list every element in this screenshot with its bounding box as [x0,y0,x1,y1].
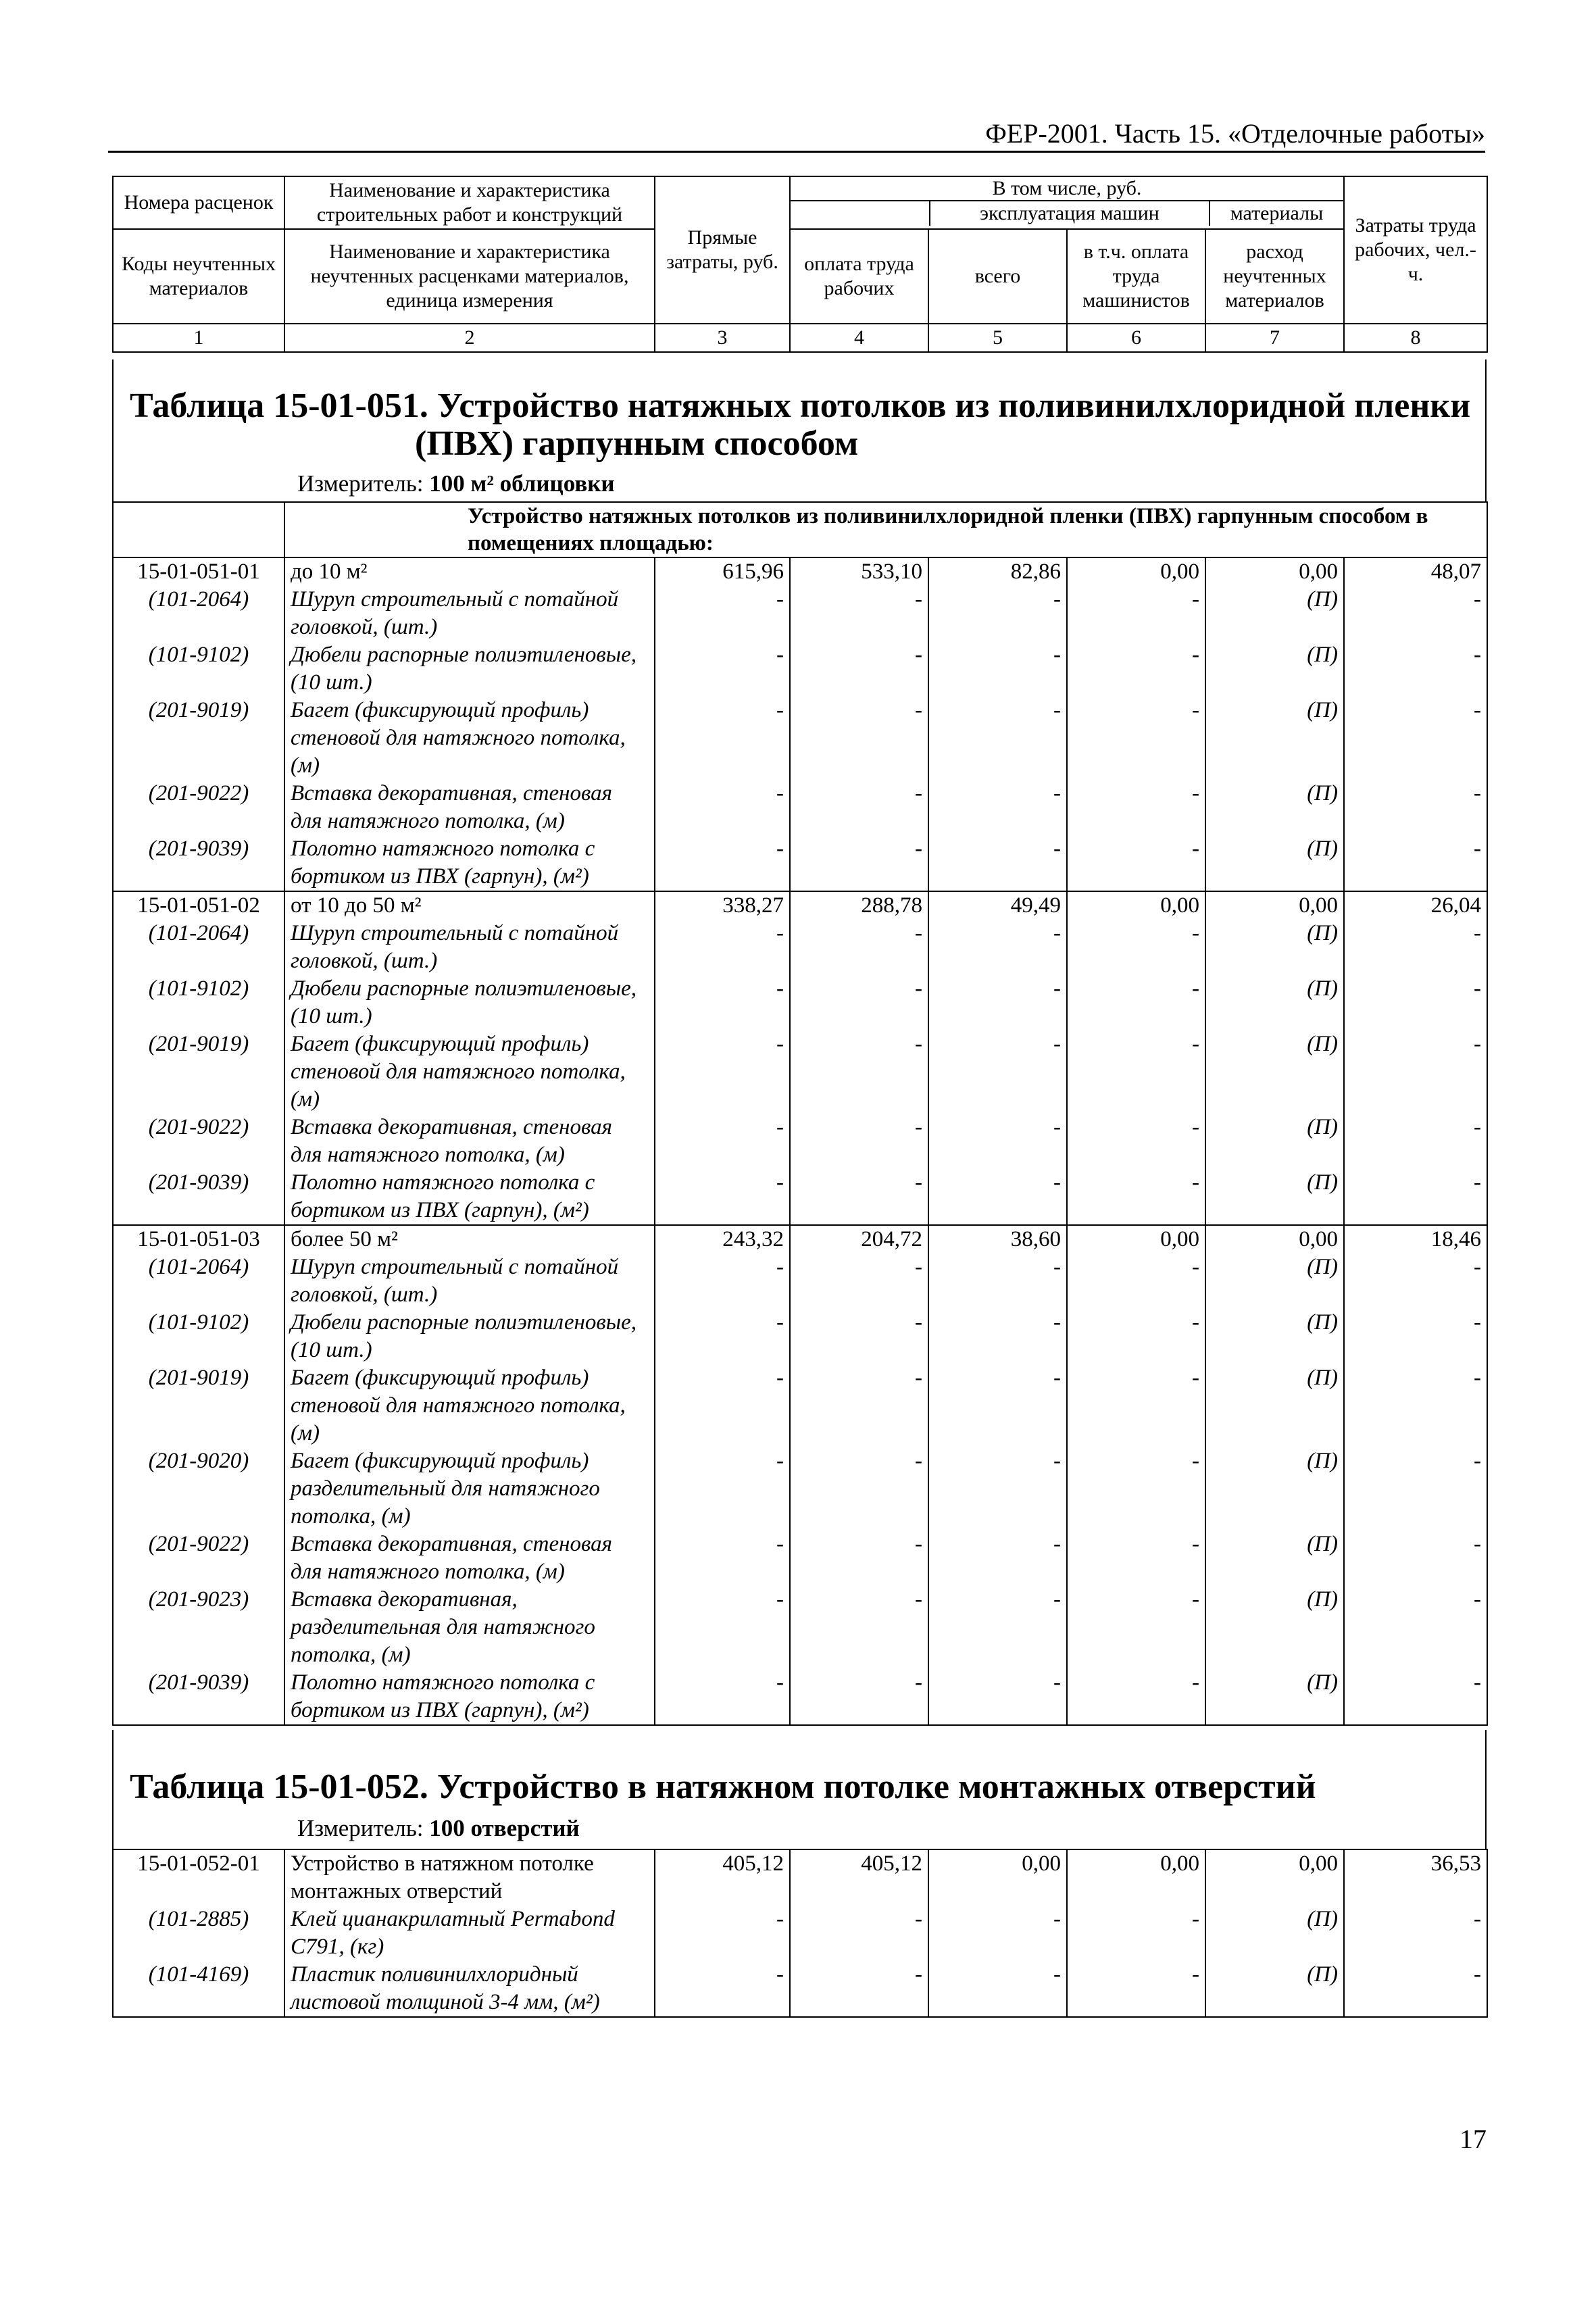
material-dash: - [790,975,928,1030]
hdr-num-2: 2 [284,324,655,352]
rate-value: 38,60 [928,1225,1067,1253]
material-dash: - [928,1364,1067,1447]
material-dash: - [1344,1030,1487,1114]
material-name: Вставка декоративная, разделительная для натяжного потолка, (м) [284,1586,655,1669]
material-row [113,975,1487,1030]
material-dash: - [655,1364,790,1447]
table1-title-line2: (ПВХ) гарпунным способом [415,424,859,463]
material-dash: - [1067,1114,1205,1169]
material-code: (101-9102) [113,975,284,1030]
material-dash: - [928,1530,1067,1586]
material-dash: - [1344,1364,1487,1447]
meter-value: 100 м² облицовки [429,470,615,497]
material-code: (101-4169) [113,1961,284,2017]
hdr-col2-top: Наименование и характеристика строительных работ и конструкций [284,176,655,229]
rate-value: 36,53 [1344,1849,1487,1906]
material-dash: - [1344,586,1487,641]
material-name: Шуруп строительный с потайной головкой, (шт.) [284,920,655,975]
material-dash: - [1067,1447,1205,1530]
material-dash: - [1067,1586,1205,1669]
material-dash: - [928,1447,1067,1530]
material-dash: - [1067,697,1205,780]
material-p-mark: (П) [1205,1906,1344,1961]
material-dash: - [1344,1114,1487,1169]
material-row [113,780,1487,835]
material-dash: - [1067,1309,1205,1364]
rate-code: 15-01-052-01 [113,1849,284,1906]
rate-row [113,891,1487,920]
material-p-mark: (П) [1205,1961,1344,2017]
material-name: Полотно натяжного потолка с бортиком из ПВХ (гарпун), (м²) [284,835,655,891]
rate-value: 0,00 [1067,1849,1205,1906]
material-dash: - [1067,1253,1205,1309]
material-dash: - [655,1253,790,1309]
material-dash: - [790,1364,928,1447]
material-dash: - [1344,1586,1487,1669]
rate-value: 0,00 [1205,557,1344,586]
material-dash: - [928,1669,1067,1725]
material-p-mark: (П) [1205,586,1344,641]
material-p-mark: (П) [1205,1669,1344,1725]
rate-code: 15-01-051-02 [113,891,284,920]
material-dash: - [655,1447,790,1530]
material-code: (201-9022) [113,780,284,835]
material-p-mark: (П) [1205,835,1344,891]
rate-name: до 10 м² [284,557,655,586]
table1-meter [297,470,615,497]
material-name: Дюбели распорные полиэтиленовые, (10 шт.) [284,641,655,697]
material-row [113,920,1487,975]
material-row [113,1253,1487,1309]
material-name: Багет (фиксирующий профиль) стеновой для натяжного потолка, (м) [284,1364,655,1447]
material-dash: - [655,641,790,697]
material-dash: - [655,1586,790,1669]
material-name: Багет (фиксирующий профиль) стеновой для натяжного потолка, (м) [284,697,655,780]
material-code: (101-2885) [113,1906,284,1961]
material-dash: - [790,641,928,697]
material-name: Пластик поливинилхлоридный листовой толщиной 3-4 мм, (м²) [284,1961,655,2017]
rate-value: 0,00 [1067,891,1205,920]
material-dash: - [655,975,790,1030]
material-name: Багет (фиксирующий профиль) разделительный для натяжного потолка, (м) [284,1447,655,1530]
rate-value: 288,78 [790,891,928,920]
material-name: Вставка декоративная, стеновая для натяжного потолка, (м) [284,1114,655,1169]
material-dash: - [928,641,1067,697]
column-header-table [112,176,1488,353]
material-p-mark: (П) [1205,1309,1344,1364]
rate-value: 338,27 [655,891,790,920]
hdr-num-6: 6 [1067,324,1205,352]
material-dash: - [1344,1253,1487,1309]
rate-value: 0,00 [1205,1849,1344,1906]
hdr-col1-bottom: Коды неучтенных материалов [113,229,284,324]
material-dash: - [928,1253,1067,1309]
rate-value: 243,32 [655,1225,790,1253]
material-dash: - [655,920,790,975]
material-name: Полотно натяжного потолка с бортиком из ПВХ (гарпун), (м²) [284,1669,655,1725]
material-p-mark: (П) [1205,1447,1344,1530]
material-p-mark: (П) [1205,1030,1344,1114]
material-row [113,1309,1487,1364]
material-dash: - [790,697,928,780]
material-dash: - [1067,1530,1205,1586]
meter-label: Измеритель: [297,1815,424,1841]
material-dash: - [655,586,790,641]
material-dash: - [1344,1961,1487,2017]
material-dash: - [928,1586,1067,1669]
material-p-mark: (П) [1205,1253,1344,1309]
running-header: ФЕР-2001. Часть 15. «Отделочные работы» [985,118,1485,149]
material-code: (101-9102) [113,641,284,697]
hdr-machines-total: всего [928,229,1067,324]
material-dash: - [655,1114,790,1169]
material-dash: - [655,1530,790,1586]
material-dash: - [655,1669,790,1725]
material-dash: - [790,1253,928,1309]
material-name: Вставка декоративная, стеновая для натяжного потолка, (м) [284,780,655,835]
material-name: Вставка декоративная, стеновая для натяжного потолка, (м) [284,1530,655,1586]
material-dash: - [1067,641,1205,697]
rate-value: 0,00 [1205,1225,1344,1253]
rate-value: 18,46 [1344,1225,1487,1253]
material-dash: - [1067,1669,1205,1725]
material-dash: - [1344,1169,1487,1225]
material-dash: - [928,1961,1067,2017]
material-code: (201-9039) [113,1169,284,1225]
rates-table-2 [112,1849,1488,2018]
material-dash: - [790,1906,928,1961]
rate-value: 204,72 [790,1225,928,1253]
material-p-mark: (П) [1205,697,1344,780]
material-row [113,1530,1487,1586]
hdr-labor-pay: оплата труда рабочих [790,229,928,324]
rate-value: 48,07 [1344,557,1487,586]
material-p-mark: (П) [1205,1586,1344,1669]
material-row [113,1447,1487,1530]
hdr-direct-costs: Прямые затраты, руб. [655,176,790,324]
material-dash: - [1067,1961,1205,2017]
hdr-col2-bottom: Наименование и характеристика неучтенных расценками материалов, единица измерения [284,229,655,324]
material-row [113,641,1487,697]
material-dash: - [790,1030,928,1114]
hdr-col1-top: Номера расценок [113,176,284,229]
material-dash: - [1067,586,1205,641]
material-name: Шуруп строительный с потайной головкой, (шт.) [284,1253,655,1309]
header-rule [108,151,1485,153]
material-dash: - [1344,641,1487,697]
material-code: (201-9039) [113,835,284,891]
page-number: 17 [1460,2124,1487,2154]
material-dash: - [928,920,1067,975]
material-dash: - [1067,1169,1205,1225]
rate-value: 26,04 [1344,891,1487,920]
material-code: (101-2064) [113,920,284,975]
material-dash: - [1344,1530,1487,1586]
material-dash: - [655,780,790,835]
material-dash: - [1344,975,1487,1030]
material-row [113,1961,1487,2017]
material-dash: - [790,1961,928,2017]
rate-row [113,1225,1487,1253]
material-p-mark: (П) [1205,780,1344,835]
material-dash: - [1344,1669,1487,1725]
material-code: (101-2064) [113,1253,284,1309]
material-dash: - [1067,1030,1205,1114]
rate-code: 15-01-051-03 [113,1225,284,1253]
rate-value: 405,12 [790,1849,928,1906]
material-code: (201-9020) [113,1447,284,1530]
material-dash: - [790,1309,928,1364]
material-code: (201-9019) [113,1364,284,1447]
material-dash: - [1067,780,1205,835]
material-dash: - [1067,1906,1205,1961]
material-dash: - [928,780,1067,835]
material-dash: - [790,1114,928,1169]
rate-name: Устройство в натяжном потолке монтажных отверстий [284,1849,655,1906]
hdr-labor-cost: Затраты труда рабочих, чел.-ч. [1344,176,1487,324]
hdr-num-4: 4 [790,324,928,352]
material-p-mark: (П) [1205,1530,1344,1586]
material-dash: - [790,586,928,641]
table2-title: Таблица 15-01-052. Устройство в натяжном потолке монтажных отверстий [130,1768,1316,1806]
material-name: Полотно натяжного потолка с бортиком из ПВХ (гарпун), (м²) [284,1169,655,1225]
material-code: (101-2064) [113,586,284,641]
material-dash: - [1067,920,1205,975]
hdr-num-8: 8 [1344,324,1487,352]
material-dash: - [1344,920,1487,975]
material-name: Багет (фиксирующий профиль) стеновой для натяжного потолка, (м) [284,1030,655,1114]
material-p-mark: (П) [1205,1364,1344,1447]
material-dash: - [928,586,1067,641]
material-row [113,1030,1487,1114]
material-dash: - [790,920,928,975]
hdr-machines: эксплуатация машин [930,201,1210,226]
material-code: (201-9022) [113,1114,284,1169]
rate-value: 0,00 [1067,1225,1205,1253]
rate-row [113,1849,1487,1906]
hdr-num-3: 3 [655,324,790,352]
rate-value: 0,00 [928,1849,1067,1906]
hdr-num-1: 1 [113,324,284,352]
material-row [113,1114,1487,1169]
material-code: (201-9019) [113,697,284,780]
rate-value: 82,86 [928,557,1067,586]
material-code: (201-9023) [113,1586,284,1669]
hdr-materials-sub: расход неучтенных материалов [1205,229,1344,324]
material-dash: - [790,1169,928,1225]
material-code: (101-9102) [113,1309,284,1364]
hdr-num-5: 5 [928,324,1067,352]
material-dash: - [1344,780,1487,835]
rate-value: 0,00 [1205,891,1344,920]
material-row [113,1586,1487,1669]
table1-subheader: Устройство натяжных потолков из поливинилхлоридной пленки (ПВХ) гарпунным способом в помещениях площадью: [284,502,1487,557]
material-row [113,586,1487,641]
table1-title-line1: Таблица 15-01-051. Устройство натяжных потолков из поливинилхлоридной пленки [130,387,1471,425]
rates-table-1 [112,501,1488,1726]
material-code: (201-9039) [113,1669,284,1725]
material-dash: - [655,697,790,780]
material-dash: - [655,835,790,891]
material-dash: - [1344,1309,1487,1364]
material-name: Дюбели распорные полиэтиленовые, (10 шт.) [284,1309,655,1364]
rate-value: 405,12 [655,1849,790,1906]
hdr-materials: материалы [1230,202,1324,224]
material-row [113,697,1487,780]
material-dash: - [928,1030,1067,1114]
material-dash: - [1344,1906,1487,1961]
material-dash: - [928,697,1067,780]
material-dash: - [1344,835,1487,891]
material-dash: - [655,1169,790,1225]
rate-row [113,557,1487,586]
rate-value: 0,00 [1067,557,1205,586]
material-code: (201-9022) [113,1530,284,1586]
hdr-num-7: 7 [1205,324,1344,352]
material-dash: - [928,1906,1067,1961]
material-name: Шуруп строительный с потайной головкой, (шт.) [284,586,655,641]
rate-name: от 10 до 50 м² [284,891,655,920]
hdr-machines-pay: в т.ч. оплата труда машинистов [1067,229,1205,324]
material-dash: - [1067,975,1205,1030]
material-code: (201-9019) [113,1030,284,1114]
material-dash: - [655,1961,790,2017]
meter-value: 100 отверстий [429,1815,580,1841]
material-p-mark: (П) [1205,641,1344,697]
rate-name: более 50 м² [284,1225,655,1253]
material-name: Дюбели распорные полиэтиленовые, (10 шт.) [284,975,655,1030]
material-row [113,1669,1487,1725]
rate-value: 49,49 [928,891,1067,920]
material-p-mark: (П) [1205,920,1344,975]
material-dash: - [790,780,928,835]
material-dash: - [790,835,928,891]
material-dash: - [655,1906,790,1961]
hdr-incl: В том числе, руб. [791,177,1343,201]
material-p-mark: (П) [1205,1169,1344,1225]
material-p-mark: (П) [1205,1114,1344,1169]
material-p-mark: (П) [1205,975,1344,1030]
material-dash: - [1067,835,1205,891]
material-dash: - [790,1586,928,1669]
material-row [113,1364,1487,1447]
material-dash: - [1344,697,1487,780]
material-dash: - [790,1530,928,1586]
rate-value: 533,10 [790,557,928,586]
material-row [113,1169,1487,1225]
material-dash: - [928,1169,1067,1225]
rate-code: 15-01-051-01 [113,557,284,586]
material-dash: - [1344,1447,1487,1530]
material-row [113,1906,1487,1961]
material-row [113,835,1487,891]
material-dash: - [655,1030,790,1114]
material-dash: - [928,975,1067,1030]
material-name: Клей цианакрилатный Permabond C791, (кг) [284,1906,655,1961]
material-dash: - [928,1114,1067,1169]
material-dash: - [928,1309,1067,1364]
table2-meter [297,1815,580,1842]
material-dash: - [790,1669,928,1725]
material-dash: - [655,1309,790,1364]
material-dash: - [928,835,1067,891]
rate-value: 615,96 [655,557,790,586]
material-dash: - [1067,1364,1205,1447]
meter-label: Измеритель: [297,470,424,497]
material-dash: - [790,1447,928,1530]
